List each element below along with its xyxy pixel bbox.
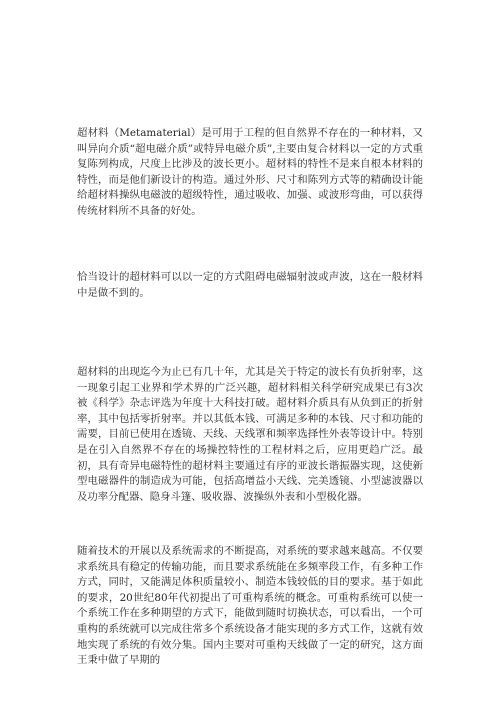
paragraph-reconfigurable-systems: 随着技术的开展以及系统需求的不断提高，对系统的要求越来越高。不仅要求系统具有稳定的传输功能，而且要求系统能在多频率段工作，有多种工作方式，同时，又能满足体积质量较小、制造本钱较低的目的要求。基于如此的要求，20世纪80年代初提出了可重构系统的概念。可重构系统可以使一个系统工作在多种期望的方式下，能做到随时切换状态，可以看出，一个可重构的系统就可以完成往常多个系统设备才能实现的多方式工作，这就有效地实现了系统的有效分集。国内主要对可重构天线做了一定的研究，这方面王秉中做了早期的	[77, 545, 423, 667]
paragraph-metamaterial-definition: 超材料（Metamaterial）是可用于工程的但自然界不存在的一种材料，又叫异向介质“超电磁介质”或特异电磁介质”,主要由复合材料以一定的方式重复陈列构成，尺度上比涉及的波长更小。超材料的特性不是来自根本材料的特性，而是他们新设计的构造。通过外形、尺寸和陈列方式等的精确设计能给超材料操纵电磁波的超级特性，通过吸收、加强、或波形弯曲，可以获得传统材料所不具备的好处。	[77, 127, 423, 217]
paragraph-metamaterial-history: 超材料的出现迄今为止已有几十年，尤其是关于特定的波长有负折射率，这一现象引起工业界和学术界的广泛兴趣，超材料相关科学研究成果已有3次被《科学》杂志评选为年度十大科技打破。超材料介质具有从负到正的折射率，其中包括零折射率。并以其低本钱、可满足多种的本钱、尺寸和功能的需要，目前已使用在透镜、天线、天线罩和频率选择性外表等设计中。特别是在引入自然界不存在的场操控特性的工程材料之后，应用更趋广泛。最初，具有奇异电磁特性的超材料主要通过有序的亚波长谐振器实现，这使新型电磁器件的制造成为可能，包括高增益小天线、完美透镜、小型滤波器以及功率分配器、隐身斗篷、吸收器、波操纵外表和小型极化器。	[77, 366, 423, 503]
paragraph-radiation-blocking: 恰当设计的超材料可以以一定的方式阻碍电磁辐射波或声波，这在一般材料中是做不到的。	[77, 271, 423, 299]
